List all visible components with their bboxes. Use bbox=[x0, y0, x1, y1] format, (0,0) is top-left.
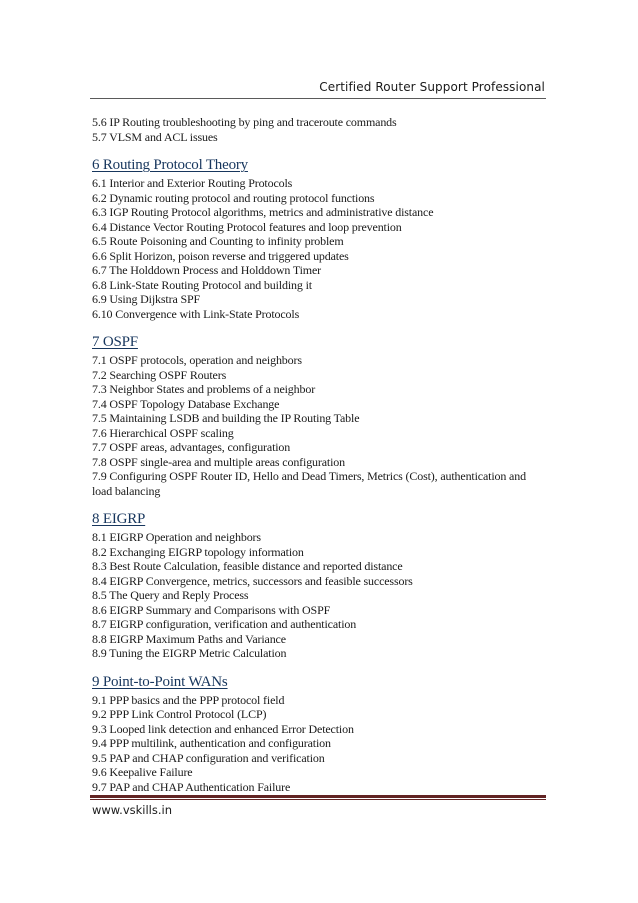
toc-item: 8.1 EIGRP Operation and neighbors bbox=[92, 530, 261, 544]
toc-item: 6.8 Link-State Routing Protocol and building it bbox=[92, 277, 312, 292]
toc-item: 8.6 EIGRP Summary and Comparisons with OSPF bbox=[92, 602, 331, 617]
toc-item: 9.7 PAP and CHAP Authentication Failure bbox=[92, 779, 291, 794]
toc-item: 8.2 Exchanging EIGRP topology information bbox=[92, 544, 304, 559]
toc-item: 8.3 Best Route Calculation, feasible distance and reported distance bbox=[92, 559, 403, 573]
section-routing-protocol-theory bbox=[92, 156, 548, 321]
section-heading: 6 Routing Protocol Theory bbox=[92, 157, 248, 173]
header-divider bbox=[90, 98, 546, 99]
toc-item: 6.9 Using Dijkstra SPF bbox=[92, 292, 201, 306]
toc-item: 9.3 Looped link detection and enhanced Error Detection bbox=[92, 721, 354, 736]
toc-item: 9.2 PPP Link Control Protocol (LCP) bbox=[92, 707, 267, 721]
toc-item: 9.6 Keepalive Failure bbox=[92, 765, 193, 779]
toc-item: 5.7 VLSM and ACL issues bbox=[92, 129, 218, 144]
toc-item: 7.4 OSPF Topology Database Exchange bbox=[92, 396, 280, 411]
section-heading: 8 EIGRP bbox=[92, 511, 146, 527]
toc-item: 7.5 Maintaining LSDB and building the IP Routing Table bbox=[92, 411, 360, 425]
toc-item: 8.8 EIGRP Maximum Paths and Variance bbox=[92, 631, 286, 646]
toc-item: 6.3 IGP Routing Protocol algorithms, metrics and administrative distance bbox=[92, 205, 434, 219]
toc-item: 7.3 Neighbor States and problems of a neighbor bbox=[92, 382, 316, 396]
section-point-to-point-wans bbox=[92, 673, 548, 795]
toc-item: 7.1 OSPF protocols, operation and neighbors bbox=[92, 353, 302, 367]
toc-item: 9.4 PPP multilink, authentication and configuration bbox=[92, 736, 331, 750]
footer-url: www.vskills.in bbox=[92, 803, 172, 817]
toc-item: 7.7 OSPF areas, advantages, configuration bbox=[92, 440, 291, 454]
toc-item: 8.7 EIGRP configuration, verification and authentication bbox=[92, 617, 357, 631]
toc-item: 6.5 Route Poisoning and Counting to infinity problem bbox=[92, 234, 344, 248]
toc-item: 6.7 The Holddown Process and Holddown Timer bbox=[92, 263, 321, 277]
toc-item: 6.2 Dynamic routing protocol and routing protocol functions bbox=[92, 190, 375, 205]
section-ospf bbox=[92, 333, 548, 498]
toc-item: 7.6 Hierarchical OSPF scaling bbox=[92, 425, 234, 440]
section-heading: 9 Point-to-Point WANs bbox=[92, 673, 228, 690]
toc-item: 8.5 The Query and Reply Process bbox=[92, 588, 249, 602]
toc-item: 6.10 Convergence with Link-State Protocols bbox=[92, 306, 300, 321]
footer-divider-thick bbox=[90, 795, 546, 798]
toc-item: 7.8 OSPF single-area and multiple areas configuration bbox=[92, 454, 345, 469]
toc-item: 9.1 PPP basics and the PPP protocol field bbox=[92, 692, 285, 707]
toc-item: 9.5 PAP and CHAP configuration and verification bbox=[92, 750, 325, 765]
toc-item: 6.6 Split Horizon, poison reverse and triggered updates bbox=[92, 248, 349, 263]
toc-item: 6.4 Distance Vector Routing Protocol features and loop prevention bbox=[92, 219, 402, 234]
toc-item: 8.9 Tuning the EIGRP Metric Calculation bbox=[92, 646, 287, 660]
footer-divider-thin bbox=[90, 799, 546, 800]
toc-item: 7.9 Configuring OSPF Router ID, Hello and Dead Timers, Metrics (Cost), authentication and load balancing bbox=[92, 469, 526, 498]
toc-item: 6.1 Interior and Exterior Routing Protocols bbox=[92, 176, 293, 190]
toc-item: 8.4 EIGRP Convergence, metrics, successors and feasible successors bbox=[92, 573, 413, 588]
toc-content bbox=[92, 115, 548, 794]
toc-item: 7.2 Searching OSPF Routers bbox=[92, 367, 227, 382]
toc-item: 5.6 IP Routing troubleshooting by ping and traceroute commands bbox=[92, 115, 397, 129]
page-header-title: Certified Router Support Professional bbox=[319, 80, 545, 94]
section-eigrp bbox=[92, 510, 548, 661]
section-heading: 7 OSPF bbox=[92, 334, 138, 350]
intro-block bbox=[92, 115, 548, 144]
